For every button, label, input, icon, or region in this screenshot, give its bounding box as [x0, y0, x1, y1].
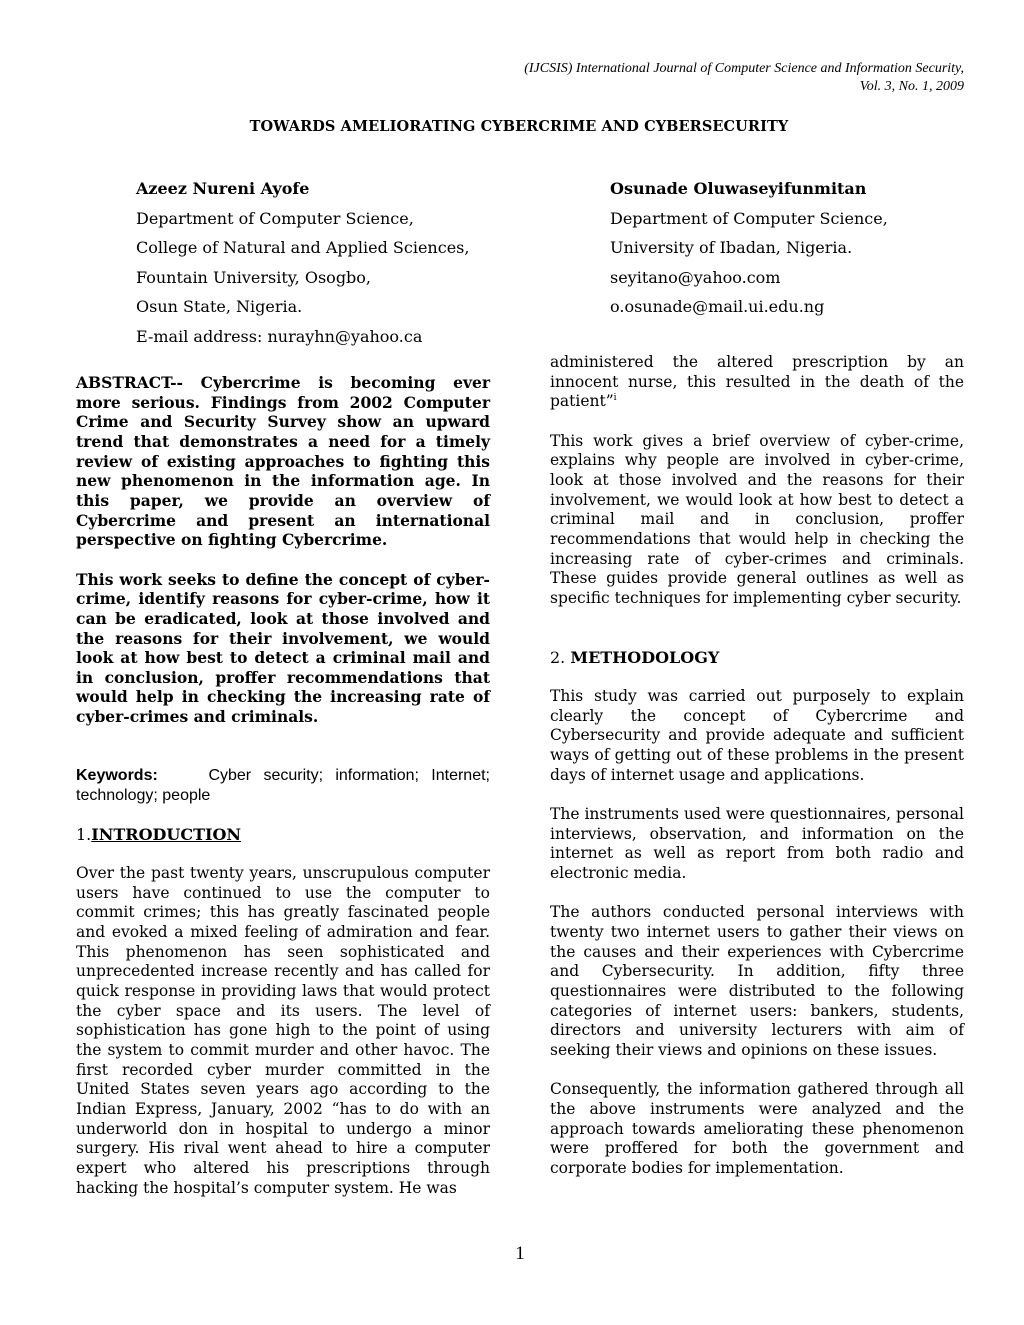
author-block-2 [610, 174, 990, 322]
author-block-1 [136, 174, 516, 351]
author-email: E-mail address: nurayhn@yahoo.ca [136, 326, 423, 346]
author-affiliation-line: University of Ibadan, Nigeria. [610, 238, 853, 257]
footnote-marker: i [613, 393, 617, 404]
section-title: METHODOLOGY [570, 647, 720, 667]
body-paragraph: The authors conducted personal interviews with twenty two internet users to gather their views on the causes and their experiences with Cybercrime and Cybersecurity. In addition, fifty three questionnaires were distributed to the following categories of internet users: bankers, students, directors and university lecturers with aim of seeking their views and opinions on these issues. [550, 903, 964, 1059]
journal-name: (IJCSIS) International Journal of Computer Science and Information Security, [524, 61, 964, 76]
section-heading-methodology [550, 648, 964, 668]
left-column [76, 373, 490, 1218]
body-paragraph: This work gives a brief overview of cyber-crime, explains why people are involved in cyber-crime, look at those involved and the reasons for their involvement, we would look at how best to detect a criminal mail and in conclusion, proffer recommendations that would help in checking the increasing rate of cyber-crimes and criminals. These guides provide general outlines as well as specific techniques for implementing cyber security. [550, 431, 964, 607]
journal-volume: Vol. 3, No. 1, 2009 [859, 79, 964, 94]
body-paragraph: The instruments used were questionnaires, personal interviews, observation, and information on the internet as well as report from both radio and electronic media. [550, 805, 964, 882]
section-number: 2. [550, 647, 571, 667]
body-paragraph: Over the past twenty years, unscrupulous computer users have continued to use the computer to commit crimes; this has greatly fascinated people and evoked a mixed feeling of admiration and fear. This phenomenon has seen sophisticated and unprecedented increase recently and has called for quick response in providing laws that would protect the cyber space and its users. The level of sophistication has gone high to the point of using the system to commit murder and other havoc. The first recorded cyber murder committed in the United States seven years ago according to the Indian Express, January, 2002 “has to do with an underworld don in hospital to undergo a minor surgery. His rival went ahead to hire a computer expert who altered his prescriptions through hacking the hospital’s computer system. He was [76, 864, 490, 1197]
keywords-text: Cyber security; information; Internet; technology; people [76, 767, 490, 804]
paper-title: TOWARDS AMELIORATING CYBERCRIME AND CYBERSECURITY [249, 118, 789, 135]
author-affiliation-line: Department of Computer Science, [610, 208, 888, 228]
paragraph-continuation: administered the altered prescription by an innocent nurse, this resulted in the death of the patient” [550, 353, 964, 411]
keywords-label: Keywords: [76, 767, 158, 785]
abstract-paragraph: This work seeks to define the concept of cyber-crime, identify reasons for cyber-crime, how it can be eradicated, look at those involved and the reasons for their involvement, we would look at how best to detect a criminal mail and in conclusion, proffer recommendations that would help in checking the increasing rate of cyber-crimes and criminals. [76, 569, 490, 727]
section-heading-introduction [76, 825, 490, 845]
author-name: Osunade Oluwaseyifunmitan [610, 179, 867, 198]
journal-header [364, 60, 964, 96]
body-paragraph: Consequently, the information gathered through all the above instruments were analyzed and the approach towards ameliorating these phenomenon were proffered for both the government and corporate bodies for implementation. [550, 1080, 964, 1177]
section-number: 1. [76, 824, 92, 844]
abstract-paragraph: ABSTRACT-- Cybercrime is becoming ever more serious. Findings from 2002 Computer Crime and Security Survey show an upward trend that demonstrates a need for a timely review of existing approaches to fighting this new phenomenon in the information age. In this paper, we provide an overview of Cybercrime and present an international perspective on fighting Cybercrime. [76, 373, 490, 550]
author-name: Azeez Nureni Ayofe [136, 179, 310, 198]
author-affiliation-line: Department of Computer Science, [136, 208, 414, 228]
page-number: 1 [515, 1243, 525, 1264]
author-affiliation-line: College of Natural and Applied Sciences, [136, 238, 470, 257]
author-affiliation-line: Fountain University, Osogbo, [136, 267, 372, 287]
author-affiliation-line: Osun State, Nigeria. [136, 297, 303, 316]
author-email: seyitano@yahoo.com [610, 267, 781, 287]
author-email: o.osunade@mail.ui.edu.ng [610, 297, 825, 316]
body-paragraph [550, 353, 964, 412]
section-title: INTRODUCTION [91, 824, 242, 844]
right-column [550, 353, 964, 1198]
body-paragraph: This study was carried out purposely to explain clearly the concept of Cybercrime and Cybersecurity and provide adequate and sufficient ways of getting out of these problems in the present days of internet usage and applications. [550, 687, 964, 784]
keywords [76, 766, 490, 805]
